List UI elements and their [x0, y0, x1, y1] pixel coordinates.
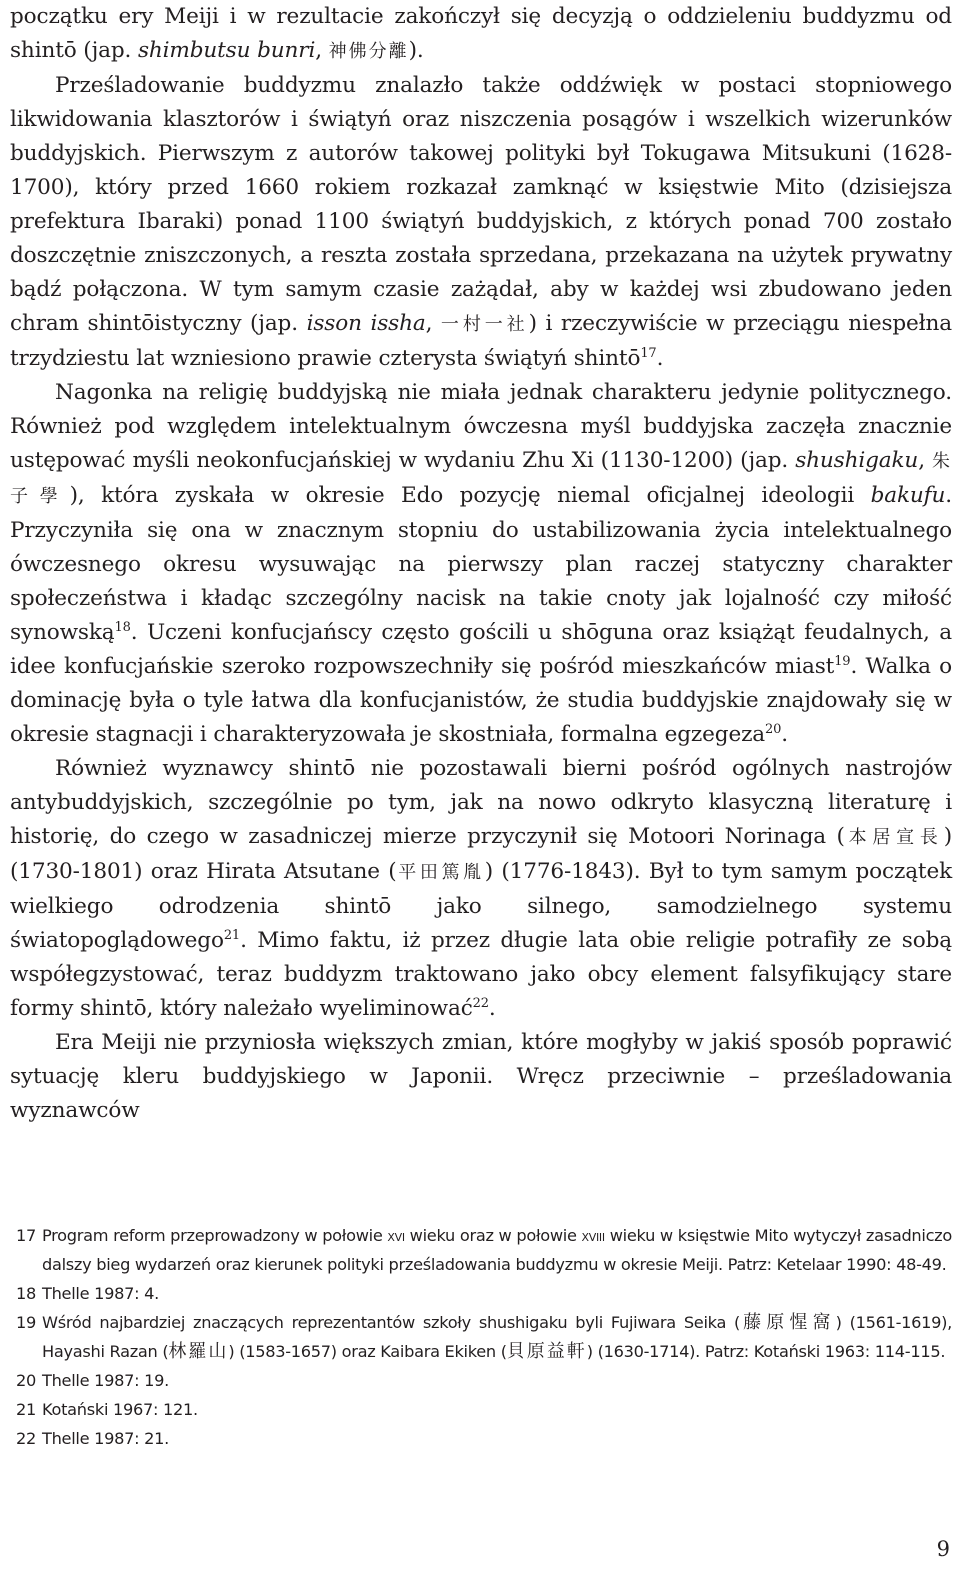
roman-numeral: xviii — [581, 1226, 605, 1245]
paragraph — [10, 1026, 952, 1128]
footnote — [10, 1221, 952, 1279]
text-run: , — [425, 311, 441, 336]
main-text — [10, 0, 952, 1128]
footnote-ref: 22 — [472, 996, 489, 1011]
footnote — [10, 1366, 952, 1395]
footnote-ref: 20 — [765, 722, 782, 737]
text-run: ) (1583-1657) oraz Kaibara Ekiken ( — [228, 1342, 507, 1361]
footnote-number: 18 — [16, 1284, 36, 1303]
footnote-text — [42, 1395, 952, 1424]
footnote-number: 21 — [16, 1400, 36, 1419]
paragraph — [10, 376, 952, 752]
text-run: . — [488, 996, 496, 1021]
text-run: . — [656, 346, 664, 371]
text-run: Prześladowanie buddyzmu znalazło także oddźwięk w postaci stopniowego likwidowania klasztorów i świątyń oraz niszczenia posągów i wszelkich wizerunków buddyjskich. Pierwszym z autorów takowej polityki był Tokugawa Mitsukuni (1628-1700), który przed 1660 rokiem rozkazał zamknąć w księstwie Mito (dzisiejsza prefektura Ibaraki) ponad 1100 świątyń buddyjskich, z których ponad 700 zostało doszczętnie zniszczonych, a reszta została sprzedana, przekazana na użytek prywatny bądź połączona. W tym samym czasie zażądał, aby w każdej wsi zbudowano jeden chram shintōistyczny (jap. — [10, 73, 952, 336]
page-body — [10, 0, 952, 1128]
text-run: . — [781, 722, 788, 747]
italic-term: bakufu — [870, 483, 946, 508]
footnote-ref: 17 — [640, 346, 657, 361]
footnote-number: 19 — [16, 1313, 36, 1332]
text-run: Era Meiji nie przyniosła większych zmian, które mogłyby w jakiś sposób poprawić sytuację kleru buddyjskiego w Japonii. Wręcz przeciwnie – prześladowania wyznawców — [10, 1030, 952, 1123]
footnote-text — [42, 1308, 952, 1366]
text-run: Wśród najbardziej znaczących reprezentantów szkoły shushigaku byli Fujiwara Seika ( — [42, 1313, 741, 1332]
footnote-ref: 18 — [114, 620, 131, 635]
footnote — [10, 1424, 952, 1453]
text-run: ) (1776-1843). Był to tym samym początek wielkiego odrodzenia shintō jako silnego, samodzielnego systemu światopoglądowego — [10, 859, 953, 953]
text-run: ) (1630-1714). Patrz: Kotański 1963: 114-115. — [586, 1342, 946, 1361]
japanese-term: 藤原惺窩 — [740, 1312, 836, 1333]
text-run: Również wyznawcy shintō nie pozostawali bierni pośród ogólnych nastrojów antybuddyjskich, szczególnie po tym, jak na nowo odkryto klasyczną literaturę i historię, do czego w zasadniczej mierze przyczynił się Motoori Norinaga ( — [10, 756, 952, 849]
japanese-term: 朱子學 — [10, 451, 952, 507]
italic-term: shimbutsu bunri — [137, 38, 316, 63]
text-run: Kotański 1967: 121. — [42, 1400, 198, 1419]
text-run: . Mimo faktu, iż przez długie lata obie religie potrafiły ze sobą współegzystować, teraz buddyzm traktowano jako obcy element falsyfikujący stare formy shintō, który należało wyeliminować — [10, 928, 952, 1021]
footnote-number: 17 — [16, 1226, 36, 1245]
text-run: ) i rzeczywiście w przeciągu niespełna trzydziestu lat wzniesiono prawie czterysta świątyń shintō — [10, 311, 953, 371]
japanese-term: 平田篤胤 — [396, 862, 485, 883]
footnotes — [10, 1221, 952, 1453]
footnote — [10, 1395, 952, 1424]
japanese-term: 神佛分離 — [328, 41, 409, 62]
paragraph — [10, 0, 952, 69]
text-run: , — [918, 448, 932, 473]
paragraph — [10, 69, 952, 376]
footnote-number: 22 — [16, 1429, 36, 1448]
text-run: Thelle 1987: 21. — [42, 1429, 169, 1448]
text-run: . Uczeni konfucjańscy często gościli u shōguna oraz książąt feudalnych, a idee konfucjańskie szeroko rozpowszechniły się pośród mieszkańców miast — [10, 620, 952, 679]
text-run: Program reform przeprowadzony w połowie — [42, 1226, 388, 1245]
text-run: wieku oraz w połowie — [404, 1226, 582, 1245]
footnote-number: 20 — [16, 1371, 36, 1390]
text-run: ), która zyskała w okresie Edo pozycję niemal oficjalnej ideologii — [69, 483, 871, 508]
text-run: ) (1730-1801) oraz Hirata Atsutane ( — [10, 824, 952, 884]
text-run: Thelle 1987: 19. — [42, 1371, 169, 1390]
japanese-term: 貝原益軒 — [506, 1341, 587, 1362]
footnote-text — [42, 1221, 952, 1279]
paragraph — [10, 752, 952, 1026]
footnote-ref: 21 — [223, 928, 241, 943]
footnote-ref: 19 — [834, 654, 851, 669]
footnote-text — [42, 1424, 952, 1453]
text-run: . Walka o dominację była o tyle łatwa dla konfucjanistów, że studia buddyjskie znajdowały się w okresie stagnacji i charakteryzowała je skostniała, formalna egzegeza — [10, 654, 952, 747]
text-run: Thelle 1987: 4. — [42, 1284, 159, 1303]
japanese-term: 林羅山 — [168, 1341, 229, 1362]
text-run: początku ery Meiji i w rezultacie zakończył się decyzją o oddzieleniu buddyzmu od shintō (jap. — [10, 4, 952, 63]
italic-term: isson issha — [306, 311, 426, 336]
text-run: wieku w księstwie Mito wytyczył zasadniczo dalszy bieg wydarzeń oraz kierunek polityki prześladowania buddyzmu w okresie Meiji. Patrz: Ketelaar 1990: 48-49. — [42, 1226, 952, 1274]
roman-numeral: xvi — [387, 1226, 405, 1245]
text-run: Nagonka na religię buddyjską nie miała jednak charakteru jedynie politycznego. Również pod względem intelektualnym ówczesna myśl buddyjska zaczęła znacznie ustępować myśli neokonfucjańskiej w wydaniu Zhu Xi (1130-1200) (jap. — [10, 380, 952, 473]
text-run: . Przyczyniła się ona w znacznym stopniu do ustabilizowania życia intelektualnego ówczesnego okresu wysuwając na pierwszy plan raczej statyczny charakter społeczeństwa i kładąc szczególny nacisk na takie cnoty jak lojalność czy miłość synowską — [10, 483, 953, 645]
japanese-term: 本居宣長 — [844, 827, 944, 848]
footnote-text — [42, 1366, 952, 1395]
japanese-term: 一村一社 — [440, 314, 529, 335]
footnote-text — [42, 1279, 952, 1308]
footnote — [10, 1308, 952, 1366]
text-run: , — [315, 38, 329, 63]
text-run: ) (1561-1619), Hayashi Razan ( — [42, 1313, 953, 1361]
italic-term: shushigaku — [795, 448, 919, 473]
text-run: ). — [408, 38, 424, 63]
page-number: 9 — [936, 1537, 950, 1561]
footnote — [10, 1279, 952, 1308]
